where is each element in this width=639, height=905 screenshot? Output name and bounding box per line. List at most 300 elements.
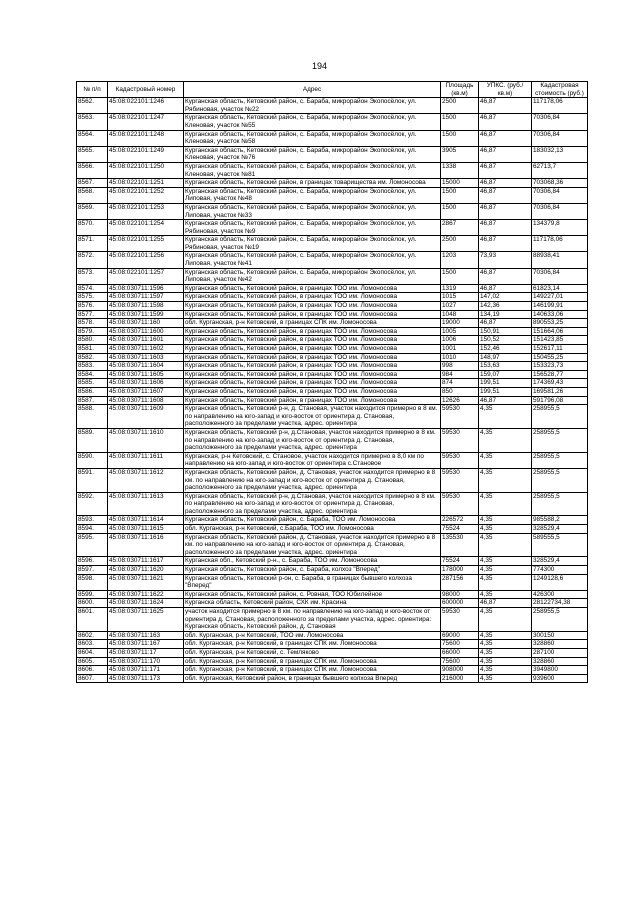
upks-cell: 4,35 (479, 492, 532, 516)
address-cell: Курганская область, Кетовский район, с. Бараба, микрорайон Экопосёлок, ул. Липовая, участок №42 (184, 268, 441, 284)
cadastral-cost-cell: 300150 (532, 631, 588, 640)
row-number-cell: 8581. (77, 345, 108, 354)
cadastral-number-cell: 45:08:030711:1598 (108, 302, 184, 311)
table-row (77, 405, 588, 429)
row-number-cell: 8594. (77, 525, 108, 534)
table-row (77, 557, 588, 566)
upks-cell: 4,35 (479, 516, 532, 525)
upks-cell: 142,36 (479, 302, 532, 311)
cadastral-cost-cell: 328860 (532, 640, 588, 649)
cadastral-number-cell: 45:08:022101:1253 (108, 203, 184, 219)
address-cell: Курганская область, Кетовский р-н, д.Становая, участок находится примерно в 8 км. по направлению на юго-запад и юго-восток от ориентира д. Становая, расположенного за пределами участка, адрес. ориентира (184, 428, 441, 452)
cadastral-cost-cell: 151664,06 (532, 327, 588, 336)
area-cell: 178000 (441, 566, 479, 575)
row-number-cell: 8562. (77, 98, 108, 114)
table-row (77, 203, 588, 219)
area-cell: 1015 (441, 293, 479, 302)
row-number-cell: 8577. (77, 310, 108, 319)
row-number-cell: 8599. (77, 590, 108, 599)
cadastral-cost-cell: 61823,14 (532, 284, 588, 293)
cadastral-cost-cell: 70306,84 (532, 203, 588, 219)
table-row (77, 648, 588, 657)
upks-cell: 148,97 (479, 353, 532, 362)
cadastral-cost-cell: 3949800 (532, 666, 588, 675)
address-cell: Курганская область, Кетовский р-н, д. Становая, участок находится примерно в 8 км. по направлению на юго-запад и юго-восток от ориентира д. Становая, расположенного за пределами участка, адрес. ориентира (184, 405, 441, 429)
row-number-cell: 8582. (77, 353, 108, 362)
table-row (77, 631, 588, 640)
cadastral-number-cell: 45:08:030711:170 (108, 657, 184, 666)
row-number-cell: 8563. (77, 114, 108, 130)
address-cell: Курганская область, Кетовский район, в границах ТОО им. Ломоносова (184, 379, 441, 388)
address-cell: Курганская область, Кетовский район, в границах ТОО им. Ломоносова (184, 362, 441, 371)
table-row (77, 379, 588, 388)
area-cell: 1048 (441, 310, 479, 319)
table-row (77, 574, 588, 590)
row-number-cell: 8571. (77, 236, 108, 252)
address-cell: Курганская область, Кетовский район, с. Бараба, микрорайон Экопосёлок, ул. Кленовая, участок №55 (184, 114, 441, 130)
cadastral-number-cell: 45:08:030711:1615 (108, 525, 184, 534)
cadastral-cost-cell: 70306,84 (532, 114, 588, 130)
upks-cell: 199,51 (479, 379, 532, 388)
cadastral-cost-cell: 939600 (532, 674, 588, 683)
address-cell: обл. Курганская, р-н Кетовский, в границах СПК им. Ломоносова (184, 319, 441, 328)
row-number-cell: 8596. (77, 557, 108, 566)
address-cell: Курганская, р-н Кетовский, с. Становое, участок находится примерно в 8,0 км по направлению на юго-запад и юго-восток от ориентира с.Становое (184, 452, 441, 468)
cadastral-cost-cell: 890553,25 (532, 319, 588, 328)
row-number-cell: 8605. (77, 657, 108, 666)
cadastral-cost-cell: 140633,06 (532, 310, 588, 319)
column-header-cadastral-number: Кадастровый номер (108, 82, 184, 98)
table-body (77, 98, 588, 683)
cadastral-number-cell: 45:08:030711:1605 (108, 370, 184, 379)
upks-cell: 46,87 (479, 146, 532, 162)
upks-cell: 4,35 (479, 557, 532, 566)
area-cell: 75524 (441, 557, 479, 566)
address-cell: Курганская область, Кетовский район, в границах товарищества им. Ломоносова (184, 179, 441, 188)
cadastral-cost-cell: 1249128,6 (532, 574, 588, 590)
area-cell: 59530 (441, 405, 479, 429)
area-cell: 287156 (441, 574, 479, 590)
cadastral-number-cell: 45:08:030711:1604 (108, 362, 184, 371)
upks-cell: 4,35 (479, 657, 532, 666)
cadastral-cost-cell: 287100 (532, 648, 588, 657)
cadastral-cost-cell: 328529,4 (532, 557, 588, 566)
address-cell: Курганская область, Кетовский район, с. Бараба, микрорайон Экопосёлок, ул. Рябиновая, участок №9 (184, 220, 441, 236)
row-number-cell: 8565. (77, 146, 108, 162)
table-row (77, 516, 588, 525)
area-cell: 98000 (441, 590, 479, 599)
cadastral-number-cell: 45:08:030711:1614 (108, 516, 184, 525)
table-row (77, 387, 588, 396)
table-row (77, 336, 588, 345)
table-row (77, 220, 588, 236)
upks-cell: 46,87 (479, 284, 532, 293)
upks-cell: 46,87 (479, 114, 532, 130)
column-header-cadastral-cost: Кадастровая стоимость (руб.) (532, 82, 588, 98)
area-cell: 12626 (441, 396, 479, 405)
cadastral-cost-cell: 985588,2 (532, 516, 588, 525)
area-cell: 135530 (441, 533, 479, 557)
row-number-cell: 8579. (77, 327, 108, 336)
upks-cell: 4,35 (479, 405, 532, 429)
row-number-cell: 8606. (77, 666, 108, 675)
cadastral-number-cell: 45:08:030711:1616 (108, 533, 184, 557)
upks-cell: 46,87 (479, 319, 532, 328)
area-cell: 1010 (441, 353, 479, 362)
cadastral-number-cell: 45:08:030711:1608 (108, 396, 184, 405)
address-cell: Курганская область, Кетовский район, с. Бараба, микрорайон Экопосёлок, ул. Рябиновая, участок №19 (184, 236, 441, 252)
table-row (77, 362, 588, 371)
table-row (77, 353, 588, 362)
upks-cell: 4,35 (479, 574, 532, 590)
area-cell: 59530 (441, 428, 479, 452)
cadastral-number-cell: 45:08:022101:1250 (108, 162, 184, 178)
area-cell: 75600 (441, 657, 479, 666)
table-row (77, 236, 588, 252)
area-cell: 984 (441, 370, 479, 379)
address-cell: Курганская область, Кетовский район, в границах ТОО им. Ломоносова (184, 310, 441, 319)
row-number-cell: 8567. (77, 179, 108, 188)
address-cell: Курганская область, Кетовский район, в границах ТОО им. Ломоносова (184, 353, 441, 362)
cadastral-cost-cell: 153323,73 (532, 362, 588, 371)
cadastral-cost-cell: 70306,84 (532, 268, 588, 284)
upks-cell: 46,87 (479, 236, 532, 252)
area-cell: 1500 (441, 130, 479, 146)
cadastral-number-cell: 45:08:022101:1249 (108, 146, 184, 162)
address-cell: Курганская область, Кетовский район, с. Бараба, микрорайон Экопосёлок, ул. Кленовая, участок №76 (184, 146, 441, 162)
cadastral-number-cell: 45:08:030711:1600 (108, 327, 184, 336)
upks-cell: 4,35 (479, 452, 532, 468)
table-row (77, 370, 588, 379)
row-number-cell: 8601. (77, 608, 108, 632)
address-cell: обл. Курганская, р-н Кетовский, в границах СПК им. Ломоносова (184, 666, 441, 675)
address-cell: Курганска область, Кетовский район, СХК им. Красина (184, 599, 441, 608)
row-number-cell: 8580. (77, 336, 108, 345)
cadastral-cost-cell: 183032,13 (532, 146, 588, 162)
cadastral-number-cell: 45:08:022101:1257 (108, 268, 184, 284)
address-cell: Курганская область, Кетовский район, с. Бараба, микрорайон Экопосёлок, ул. Липовая, участок №41 (184, 252, 441, 268)
cadastral-cost-cell: 774300 (532, 566, 588, 575)
area-cell: 59530 (441, 468, 479, 492)
cadastral-cost-cell: 258955,5 (532, 468, 588, 492)
table-row (77, 345, 588, 354)
cadastral-number-cell: 45:08:030711:1609 (108, 405, 184, 429)
address-cell: Курганская область, Кетовский район, д. Становая, участок находится примерно в 8 км. по направлению на юго-запад и юго-восток от ориентира д. Становая, расположенного за пределами участка, адрес. ориентира (184, 533, 441, 557)
cadastral-cost-cell: 117178,06 (532, 236, 588, 252)
address-cell: Курганская область, Кетовский р-н, д.Становая, участок находится примерно в 8 км. по направлению на юго-запад и юго-восток от ориентира д. Становая, расположенного за пределами участка, адрес. ориентира (184, 492, 441, 516)
area-cell: 1027 (441, 302, 479, 311)
address-cell: Курганская область, Кетовский район, в границах ТОО им. Ломоносова (184, 302, 441, 311)
area-cell: 998 (441, 362, 479, 371)
cadastral-number-cell: 45:08:022101:1252 (108, 187, 184, 203)
table-row (77, 468, 588, 492)
address-cell: Курганская область, Кетовский район, с. Бараба, микрорайон Экопосёлок, ул. Кленовая, участок №81 (184, 162, 441, 178)
table-row (77, 284, 588, 293)
row-number-cell: 8566. (77, 162, 108, 178)
cadastral-cost-cell: 174369,43 (532, 379, 588, 388)
cadastral-cost-cell: 258955,5 (532, 452, 588, 468)
area-cell: 59530 (441, 608, 479, 632)
cadastral-number-cell: 45:08:030711:1611 (108, 452, 184, 468)
upks-cell: 46,87 (479, 203, 532, 219)
table-row (77, 252, 588, 268)
table-row (77, 319, 588, 328)
address-cell: Курганская область, Кетовский район, в границах ТОО им. Ломоносова (184, 336, 441, 345)
upks-cell: 4,35 (479, 648, 532, 657)
area-cell: 1500 (441, 187, 479, 203)
table-row (77, 396, 588, 405)
upks-cell: 4,35 (479, 533, 532, 557)
row-number-cell: 8573. (77, 268, 108, 284)
cadastral-number-cell: 45:08:030711:160 (108, 319, 184, 328)
table-row (77, 608, 588, 632)
page-number: 194 (311, 61, 328, 71)
cadastral-number-cell: 45:08:030711:1622 (108, 590, 184, 599)
area-cell: 1319 (441, 284, 479, 293)
upks-cell: 4,35 (479, 590, 532, 599)
area-cell: 2867 (441, 220, 479, 236)
address-cell: Курганская область, Кетовский район, с. Бараба, ТОО им. Ломоносова (184, 516, 441, 525)
upks-cell: 134,19 (479, 310, 532, 319)
table-row (77, 674, 588, 683)
upks-cell: 199,51 (479, 387, 532, 396)
row-number-cell: 8595. (77, 533, 108, 557)
area-cell: 1500 (441, 268, 479, 284)
cadastral-cost-cell: 258955,5 (532, 492, 588, 516)
address-cell: Курганская область, Кетовский район, в границах ТОО им. Ломоносова (184, 370, 441, 379)
table-row (77, 452, 588, 468)
cadastral-cost-cell: 146199,91 (532, 302, 588, 311)
cadastral-number-cell: 45:08:030711:163 (108, 631, 184, 640)
area-cell: 15000 (441, 179, 479, 188)
cadastral-number-cell: 45:08:030711:1613 (108, 492, 184, 516)
row-number-cell: 8574. (77, 284, 108, 293)
table-row (77, 590, 588, 599)
row-number-cell: 8589. (77, 428, 108, 452)
upks-cell: 46,87 (479, 268, 532, 284)
row-number-cell: 8583. (77, 362, 108, 371)
area-cell: 874 (441, 379, 479, 388)
address-cell: Курганская область, Кетовский район, с. Ровная, ТОО Юбилейное (184, 590, 441, 599)
area-cell: 216000 (441, 674, 479, 683)
cadastral-cost-cell: 151423,85 (532, 336, 588, 345)
upks-cell: 4,35 (479, 666, 532, 675)
upks-cell: 46,87 (479, 130, 532, 146)
row-number-cell: 8572. (77, 252, 108, 268)
upks-cell: 150,91 (479, 327, 532, 336)
area-cell: 19000 (441, 319, 479, 328)
table-row (77, 428, 588, 452)
upks-cell: 4,35 (479, 525, 532, 534)
address-cell: Курганская обл., Кетовский р-н., с. Бараба, ТОО им. Ломоносова (184, 557, 441, 566)
address-cell: обл. Курганская, р-н Кетовский, с. Темляково (184, 648, 441, 657)
row-number-cell: 8587. (77, 396, 108, 405)
table-row (77, 599, 588, 608)
cadastral-cost-cell: 62713,7 (532, 162, 588, 178)
upks-cell: 46,87 (479, 396, 532, 405)
cadastral-number-cell: 45:08:030711:17 (108, 648, 184, 657)
cadastral-number-cell: 45:08:030711:1625 (108, 608, 184, 632)
cadastral-number-cell: 45:08:022101:1247 (108, 114, 184, 130)
cadastral-cost-cell: 589555,5 (532, 533, 588, 557)
area-cell: 1005 (441, 327, 479, 336)
cadastral-cost-cell: 169581,26 (532, 387, 588, 396)
cadastral-cost-cell: 152617,11 (532, 345, 588, 354)
row-number-cell: 8585. (77, 379, 108, 388)
address-cell: Курганская область, Кетовский район, в границах ТОО им. Ломоносова (184, 396, 441, 405)
upks-cell: 46,87 (479, 98, 532, 114)
upks-cell: 4,35 (479, 566, 532, 575)
cadastral-number-cell: 45:08:030711:173 (108, 674, 184, 683)
address-cell: обл. Курганская, р-н Кетовский, в границах СПК им. Ломоносова (184, 657, 441, 666)
cadastral-cost-cell: 258955,5 (532, 428, 588, 452)
address-cell: Курганская область, Кетовский район, д. Становая, участок находится примерно в 8 км. по направлению на юго-запад и юго-восток от ориентира д. Становая, расположенного за пределами участка, адрес. ориентира (184, 468, 441, 492)
cadastral-number-cell: 45:08:030711:1601 (108, 336, 184, 345)
upks-cell: 4,35 (479, 608, 532, 632)
row-number-cell: 8604. (77, 648, 108, 657)
table-row (77, 130, 588, 146)
address-cell: Курганская область, Кетовский район, в границах ТОО им. Ломоносова (184, 293, 441, 302)
column-header-area: Площадь (кв.м) (441, 82, 479, 98)
area-cell: 75600 (441, 640, 479, 649)
address-cell: Курганская область, Кетовский район, с. Бараба, микрорайон Экопосёлок, ул. Кленовая, участок №58 (184, 130, 441, 146)
cadastral-number-cell: 45:08:030711:1607 (108, 387, 184, 396)
cadastral-number-cell: 45:08:030711:1599 (108, 310, 184, 319)
cadastral-cost-cell: 149227,01 (532, 293, 588, 302)
area-cell: 1006 (441, 336, 479, 345)
row-number-cell: 8603. (77, 640, 108, 649)
upks-cell: 4,35 (479, 428, 532, 452)
upks-cell: 4,35 (479, 674, 532, 683)
address-cell: Курганская область, Кетовский район, в границах ТОО им. Ломоносова (184, 327, 441, 336)
row-number-cell: 8569. (77, 203, 108, 219)
table-row (77, 179, 588, 188)
row-number-cell: 8584. (77, 370, 108, 379)
table-row (77, 657, 588, 666)
table-row (77, 327, 588, 336)
table-row (77, 146, 588, 162)
cadastral-number-cell: 45:08:030711:1596 (108, 284, 184, 293)
table-row (77, 310, 588, 319)
area-cell: 66000 (441, 648, 479, 657)
cadastral-cost-cell: 328860 (532, 657, 588, 666)
cadastral-number-cell: 45:08:030711:1602 (108, 345, 184, 354)
address-cell: Курганская область, Кетовский район, в границах ТОО им. Ломоносова (184, 345, 441, 354)
area-cell: 2500 (441, 236, 479, 252)
upks-cell: 150,52 (479, 336, 532, 345)
row-number-cell: 8607. (77, 674, 108, 683)
cadastral-cost-cell: 258955,5 (532, 608, 588, 632)
cadastral-number-cell: 45:08:030711:167 (108, 640, 184, 649)
address-cell: обл. Курганская, р-н Кетовский, с.Бараба, ТОО им. Ломоносова (184, 525, 441, 534)
table-row (77, 114, 588, 130)
row-number-cell: 8598. (77, 574, 108, 590)
cadastral-number-cell: 45:08:022101:1248 (108, 130, 184, 146)
row-number-cell: 8575. (77, 293, 108, 302)
upks-cell: 147,02 (479, 293, 532, 302)
column-header-number: № п/п (77, 82, 108, 98)
cadastral-cost-cell: 703068,36 (532, 179, 588, 188)
cadastral-number-cell: 45:08:030711:1620 (108, 566, 184, 575)
area-cell: 1001 (441, 345, 479, 354)
table-row (77, 162, 588, 178)
cadastral-cost-cell: 591796,08 (532, 396, 588, 405)
row-number-cell: 8592. (77, 492, 108, 516)
area-cell: 69000 (441, 631, 479, 640)
table-header-row (77, 82, 588, 98)
cadastral-number-cell: 45:08:022101:1246 (108, 98, 184, 114)
cadastral-number-cell: 45:08:022101:1255 (108, 236, 184, 252)
upks-cell: 4,35 (479, 631, 532, 640)
address-cell: Курганская область, Кетовский район, в границах ТОО им. Ломоносова (184, 284, 441, 293)
upks-cell: 46,87 (479, 220, 532, 236)
row-number-cell: 8588. (77, 405, 108, 429)
area-cell: 3905 (441, 146, 479, 162)
row-number-cell: 8591. (77, 468, 108, 492)
cadastral-cost-cell: 156528,77 (532, 370, 588, 379)
area-cell: 1203 (441, 252, 479, 268)
address-cell: обл. Курганская, р-н Кетовский, ТОО им. Ломоносова (184, 631, 441, 640)
table-row (77, 492, 588, 516)
table-row (77, 525, 588, 534)
cadastral-number-cell: 45:08:030711:1617 (108, 557, 184, 566)
area-cell: 59530 (441, 492, 479, 516)
row-number-cell: 8593. (77, 516, 108, 525)
address-cell: обл. Курганская, Кетовский район, в границах бывшего колхоза Вперед (184, 674, 441, 683)
upks-cell: 46,87 (479, 179, 532, 188)
table-row (77, 187, 588, 203)
row-number-cell: 8602. (77, 631, 108, 640)
row-number-cell: 8590. (77, 452, 108, 468)
address-cell: Курганская область, Кетовский район, с. Бараба, микрорайон Экопосёлок, ул. Липовая, участок №48 (184, 187, 441, 203)
upks-cell: 4,35 (479, 640, 532, 649)
area-cell: 2500 (441, 98, 479, 114)
upks-cell: 153,63 (479, 362, 532, 371)
cadastral-cost-cell: 426300 (532, 590, 588, 599)
table-row (77, 533, 588, 557)
table-row (77, 302, 588, 311)
table-row (77, 640, 588, 649)
cadastral-number-cell: 45:08:022101:1254 (108, 220, 184, 236)
upks-cell: 159,07 (479, 370, 532, 379)
upks-cell: 46,87 (479, 162, 532, 178)
area-cell: 908000 (441, 666, 479, 675)
address-cell: Курганская область, Кетовский район, с. Бараба, микрорайон Экопосёлок, ул. Липовая, участок №33 (184, 203, 441, 219)
area-cell: 1500 (441, 114, 479, 130)
cadastral-number-cell: 45:08:030711:1612 (108, 468, 184, 492)
column-header-upks: УПКС. (руб./кв.м) (479, 82, 532, 98)
table-row (77, 666, 588, 675)
row-number-cell: 8568. (77, 187, 108, 203)
cadastral-cost-cell: 28122734,38 (532, 599, 588, 608)
row-number-cell: 8576. (77, 302, 108, 311)
cadastral-number-cell: 45:08:030711:1610 (108, 428, 184, 452)
row-number-cell: 8564. (77, 130, 108, 146)
upks-cell: 4,35 (479, 468, 532, 492)
table-row (77, 566, 588, 575)
table-row (77, 98, 588, 114)
row-number-cell: 8570. (77, 220, 108, 236)
area-cell: 1500 (441, 203, 479, 219)
area-cell: 226572 (441, 516, 479, 525)
cadastral-cost-cell: 258955,5 (532, 405, 588, 429)
area-cell: 59530 (441, 452, 479, 468)
area-cell: 850 (441, 387, 479, 396)
address-cell: Курганская область, Кетовский район, с. Бараба, колхоз "Вперед" (184, 566, 441, 575)
upks-cell: 46,87 (479, 599, 532, 608)
table-row (77, 268, 588, 284)
cadastral-number-cell: 45:08:030711:1621 (108, 574, 184, 590)
